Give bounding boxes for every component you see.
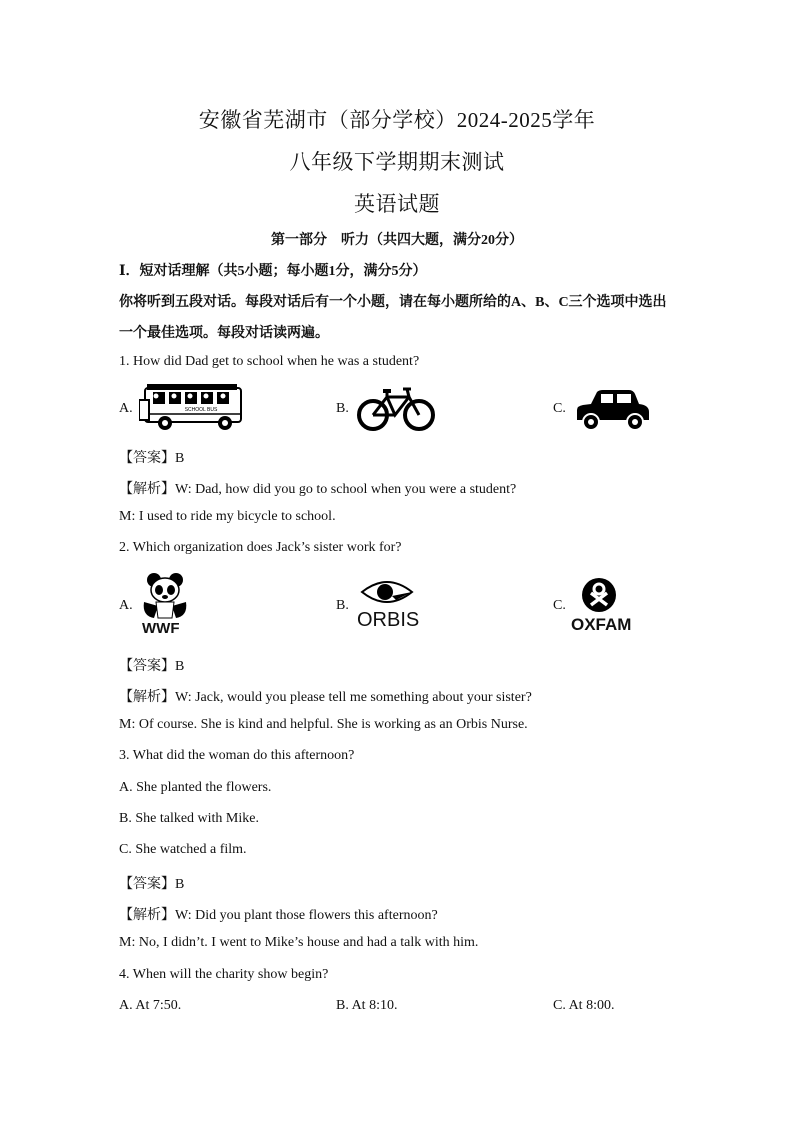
oxfam-emblem-icon <box>571 577 629 613</box>
q4-option-c: C. At 8:00. <box>553 998 615 1013</box>
wwf-logo <box>138 572 192 638</box>
q1-analysis-line-2: M: I used to ride my bicycle to school. <box>119 509 336 524</box>
q2-option-a-label: A. <box>119 598 133 613</box>
analysis-text: W: Did you plant those flowers this afternoon? <box>175 908 438 923</box>
wwf-text: WWF <box>142 620 180 637</box>
analysis-label: 【解析】 <box>119 690 175 705</box>
panda-icon <box>138 572 192 620</box>
q1-analysis-line-1 <box>119 478 516 498</box>
orbis-text: ORBIS <box>357 609 420 631</box>
q3-answer: 【答案】B <box>119 877 185 892</box>
title-line-1: 安徽省芜湖市（部分学校）2024-2025学年 <box>198 108 596 132</box>
q2-analysis-line-1 <box>119 686 532 706</box>
bicycle-icon <box>357 385 435 433</box>
orbis-logo <box>356 578 418 634</box>
bus-sign-text: SCHOOL BUS <box>184 407 218 413</box>
car-icon <box>573 388 651 432</box>
q2-answer: 【答案】B <box>119 659 185 674</box>
q1-option-b-label: B. <box>336 401 349 416</box>
q4-option-a: A. At 7:50. <box>119 998 182 1013</box>
question-1: 1. How did Dad get to school when he was a student? <box>119 354 420 369</box>
section-heading: Ⅰ．短对话理解（共5小题；每小题1分，满分5分） <box>119 264 427 279</box>
q3-option-a: A. She planted the flowers. <box>119 780 272 795</box>
q2-option-b-label: B. <box>336 598 349 613</box>
title-line-3: 英语试题 <box>354 192 440 216</box>
question-2: 2. Which organization does Jack’s sister work for? <box>119 540 402 555</box>
q3-option-c: C. She watched a film. <box>119 842 247 857</box>
analysis-text: W: Dad, how did you go to school when you were a student? <box>175 482 517 497</box>
analysis-text: W: Jack, would you please tell me something about your sister? <box>175 690 532 705</box>
q3-analysis-line-1 <box>119 904 438 924</box>
instructions-line-1: 你将听到五段对话。每段对话后有一个小题，请在每小题所给的A、B、C三个选项中选出 <box>119 295 667 310</box>
instructions-line-2: 一个最佳选项。每段对话读两遍。 <box>119 326 329 341</box>
question-3: 3. What did the woman do this afternoon? <box>119 748 355 763</box>
analysis-label: 【解析】 <box>119 482 175 497</box>
q1-option-c-label: C. <box>553 401 566 416</box>
q3-analysis-line-2: M: No, I didn’t. I went to Mike’s house and had a talk with him. <box>119 935 479 950</box>
oxfam-logo <box>571 577 632 637</box>
question-4: 4. When will the charity show begin? <box>119 967 329 982</box>
q2-option-c-label: C. <box>553 598 566 613</box>
q3-option-b: B. She talked with Mike. <box>119 811 259 826</box>
oxfam-text: OXFAM <box>571 615 632 634</box>
title-line-2: 八年级下学期期末测试 <box>289 150 505 174</box>
q2-analysis-line-2: M: Of course. She is kind and helpful. She is working as an Orbis Nurse. <box>119 717 528 732</box>
school-bus-icon <box>139 382 245 432</box>
part-heading: 第一部分 听力（共四大题，满分20分） <box>271 233 523 248</box>
q4-option-b: B. At 8:10. <box>336 998 398 1013</box>
q1-answer: 【答案】B <box>119 451 185 466</box>
eye-icon <box>356 578 418 608</box>
analysis-label: 【解析】 <box>119 908 175 923</box>
q1-option-a-label: A. <box>119 401 133 416</box>
